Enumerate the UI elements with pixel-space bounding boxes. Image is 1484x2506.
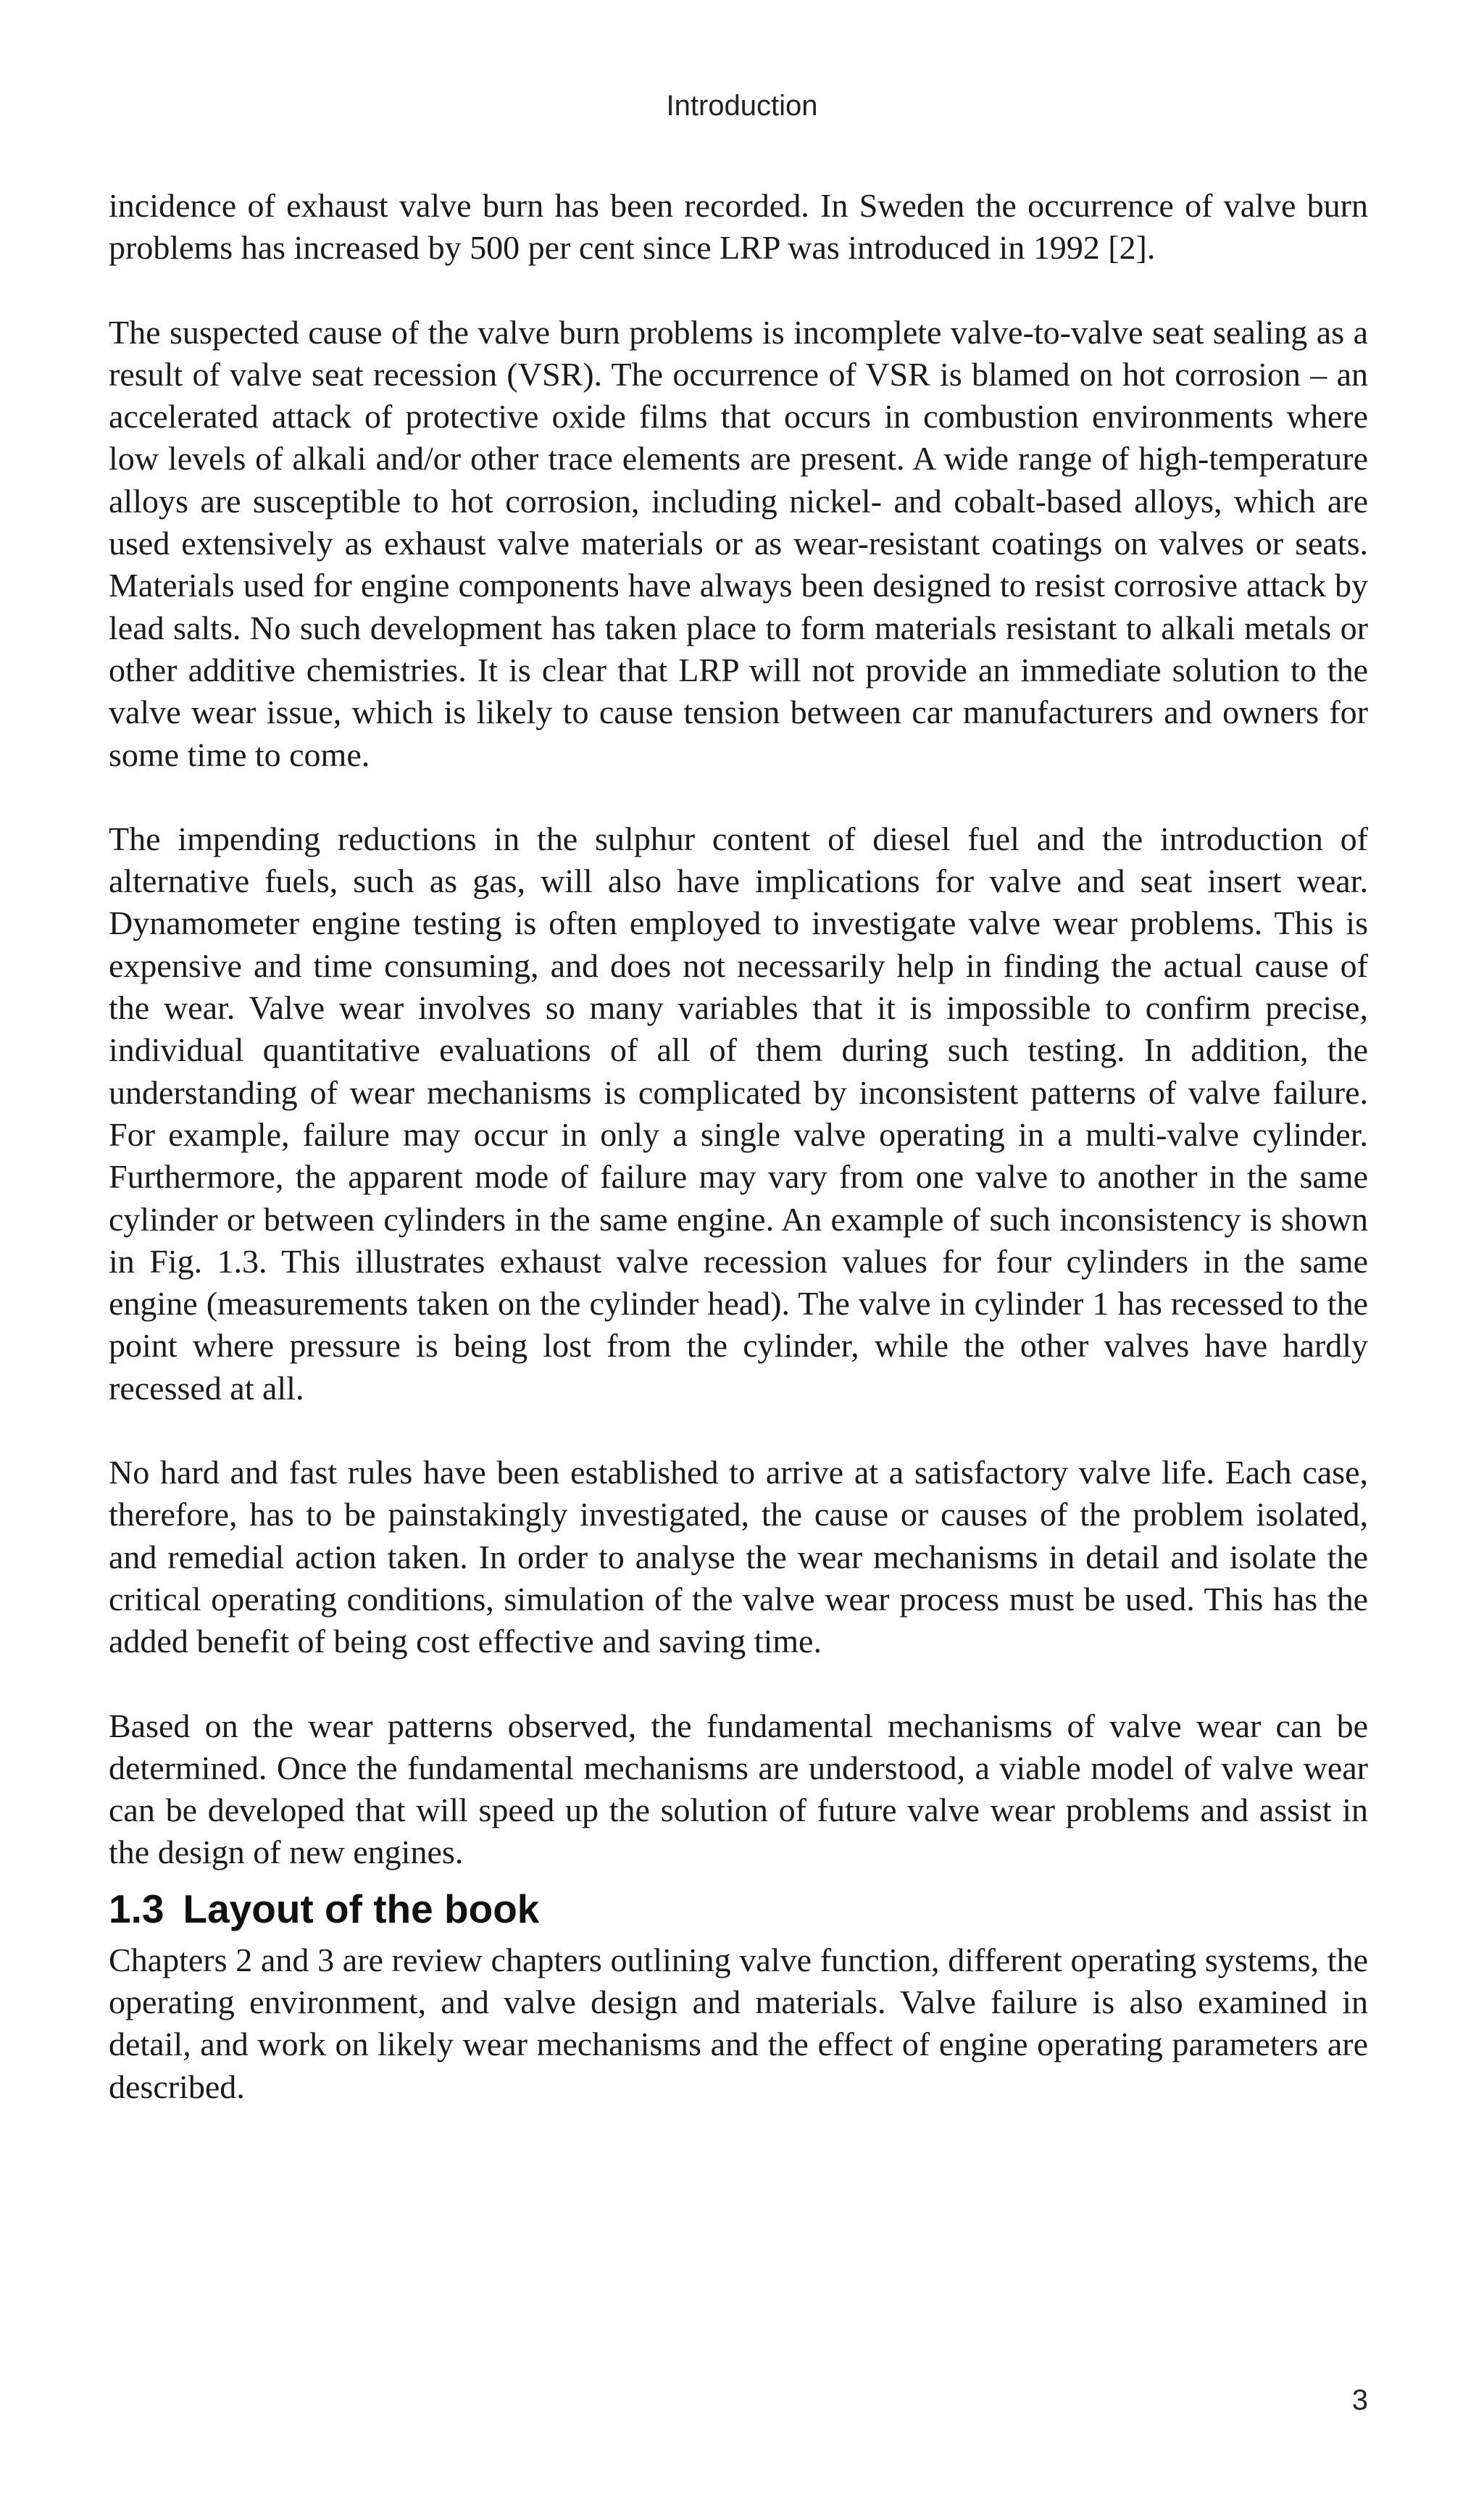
paragraph-book-layout: Chapters 2 and 3 are review chapters outlining valve function, different operating systems, the operating environment, and valve design and materials. Valve failure is also examined in detail, and work on likely wear mechanisms and the effect of engine operating parameters are described. <box>109 1941 1368 2105</box>
running-head: Introduction <box>666 90 818 122</box>
page-body <box>109 185 1368 2150</box>
paragraph-engine-testing: The impending reductions in the sulphur content of diesel fuel and the introduction of alternative fuels, such as gas, will also have implications for valve and seat insert wear. Dynamometer engine testing is often employed to investigate valve wear problems. This is expensive and time consuming, and does not necessarily help in finding the actual cause of the wear. Valve wear involves so many variables that it is impossible to confirm precise, individual quantitative evaluations of all of them during such testing. In addition, the understanding of wear mechanisms is complicated by inconsistent patterns of valve failure. For example, failure may occur in only a single valve operating in a multi-valve cylinder. Furthermore, the apparent mode of failure may vary from one valve to another in the same cylinder or between cylinders in the same engine. An example of such inconsistency is shown in Fig. 1.3. This illustrates exhaust valve recession values for four cylinders in the same engine (measurements taken on the cylinder head). The valve in cylinder 1 has recessed to the point where pressure is being lost from the cylinder, while the other valves have hardly recessed at all. <box>109 820 1368 1407</box>
paragraph-simulation: No hard and fast rules have been established to arrive at a satisfactory valve life. Each case, therefore, has to be painstakingly investigated, the cause or causes of the problem isolated, and remedial action taken. In order to analyse the wear mechanisms in detail and isolate the critical operating conditions, simulation of the valve wear process must be used. This has the added benefit of being cost effective and saving time. <box>109 1454 1368 1660</box>
section-number: 1.3 <box>109 1886 164 1931</box>
paragraph-valve-burn-incidence: incidence of exhaust valve burn has been recorded. In Sweden the occurrence of valve burn problems has increased by 500 per cent since LRP was introduced in 1992 [2]. <box>109 187 1368 267</box>
paragraph-hot-corrosion: The suspected cause of the valve burn problems is incomplete valve-to-valve seat sealing as a result of valve seat recession (VSR). The occurrence of VSR is blamed on hot corrosion – an accelerated attack of protective oxide films that occurs in combustion environments where low levels of alkali and/or other trace elements are present. A wide range of high-temperature alloys are susceptible to hot corrosion, including nickel- and cobalt-based alloys, which are used extensively as exhaust valve materials or as wear-resistant coatings on valves or seats. Materials used for engine components have always been designed to resist corrosive attack by lead salts. No such development has taken place to form materials resistant to alkali metals or other additive chemistries. It is clear that LRP will not provide an immediate solution to the valve wear issue, which is likely to cause tension between car manufacturers and owners for some time to come. <box>109 313 1368 773</box>
page-number: 3 <box>1351 2384 1368 2416</box>
section-title: Layout of the book <box>183 1886 540 1931</box>
paragraph-wear-model: Based on the wear patterns observed, the fundamental mechanisms of valve wear can be determined. Once the fundamental mechanisms are understood, a viable model of valve wear can be developed that will speed up the solution of future valve wear problems and assist in the design of new engines. <box>109 1707 1368 1871</box>
section-heading <box>109 1883 1368 1935</box>
